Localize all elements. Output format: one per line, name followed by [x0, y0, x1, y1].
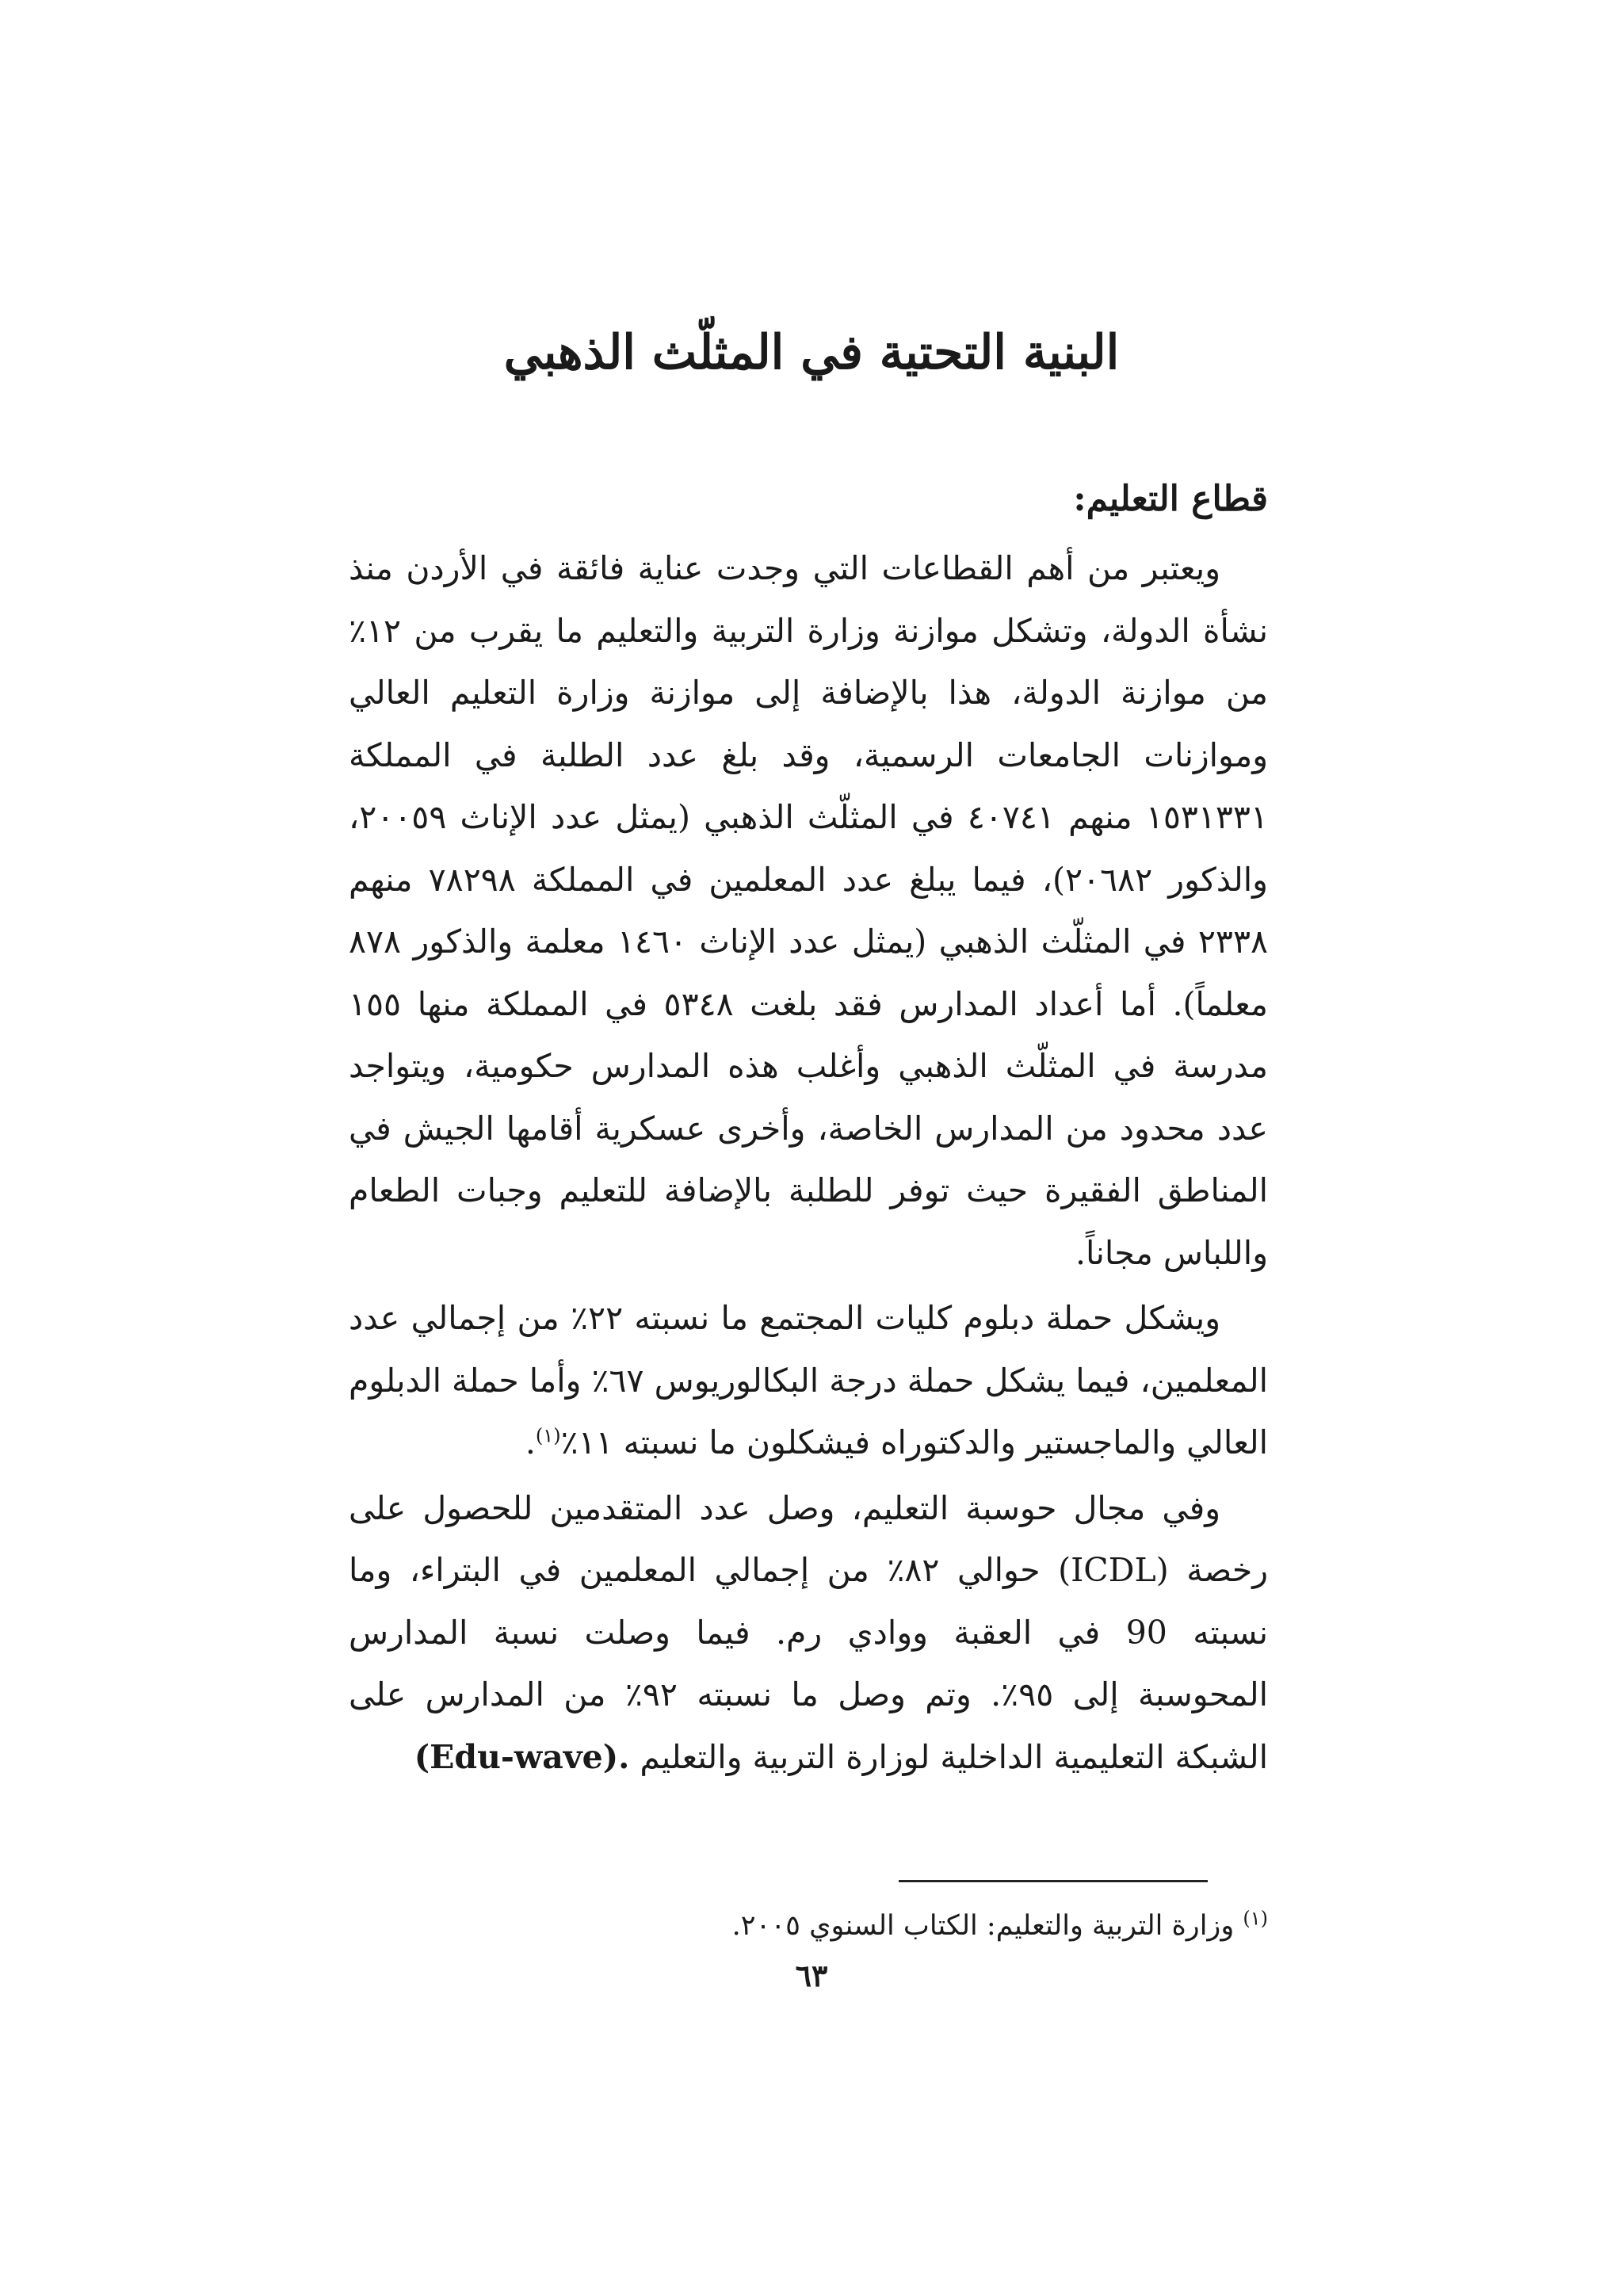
paragraph-3 [349, 1477, 1268, 1789]
page-number: ٦٣ [795, 1958, 828, 1993]
paragraph-2-text: ويشكل حملة دبلوم كليات المجتمع ما نسبته ٢٢٪ من إجمالي عدد المعلمين، فيما يشكل حملة درجة البكالوريوس ٦٧٪ وأما حملة الدبلوم العالي والماجستير والدكتوراه فيشكلون ما نسبته ١١٪ [349, 1299, 1268, 1461]
section-heading: قطاع التعليم: [1073, 479, 1268, 519]
paragraph-2 [349, 1287, 1268, 1474]
paragraph-1 [349, 537, 1268, 1284]
body-text [349, 468, 1268, 1788]
page-title: البنية التحتية في المثلّث الذهبي [503, 325, 1120, 380]
paragraph-2-end: . [525, 1423, 536, 1461]
footnote [349, 1902, 1268, 1950]
footnote-reference[interactable]: (١) [535, 1424, 561, 1447]
paragraph-3-text: وفي مجال حوسبة التعليم، وصل عدد المتقدمين للحصول على رخصة (ICDL) حوالي ٨٢٪ من إجمالي المعلمين في البتراء، وما نسبته 90 في العقبة ووادي رم. فيما وصلت نسبة المدارس المحوسبة إلى ٩٥٪. وتم وصل ما نسبته ٩٢٪ من المدارس على الشبكة التعليمية الداخلية لوزارة التربية والتعليم [349, 1488, 1268, 1776]
footnote-text: وزارة التربية والتعليم: الكتاب السنوي ٢٠٠٥. [731, 1910, 1235, 1942]
paragraph-1-text: ويعتبر من أهم القطاعات التي وجدت عناية فائقة في الأردن منذ نشأة الدولة، وتشكل موازنة وزارة التربية والتعليم ما يقرب من ١٢٪ من موازنة الدولة، هذا بالإضافة إلى موازنة وزارة التعليم العالي وموازنات الجامعات الرسمية، وقد بلغ عدد الطلبة في المملكة ١٥٣١٣٣١ منهم ٤٠٧٤١ في المثلّث الذهبي (يمثل عدد الإناث ٢٠٠٥٩، والذكور ٢٠٦٨٢)، فيما يبلغ عدد المعلمين في المملكة ٧٨٢٩٨ منهم ٢٣٣٨ في المثلّث الذهبي (يمثل عدد الإناث ١٤٦٠ معلمة والذكور ٨٧٨ معلماً). أما أعداد المدارس فقد بلغت ٥٣٤٨ في المملكة منها ١٥٥ مدرسة في المثلّث الذهبي وأغلب هذه المدارس حكومية، ويتواجد عدد محدود من المدارس الخاصة، وأخرى عسكرية أقامها الجيش في المناطق الفقيرة حيث توفر للطلبة بالإضافة للتعليم وجبات الطعام واللباس مجاناً. [349, 549, 1268, 1272]
footnote-marker: (١) [1243, 1907, 1268, 1930]
edu-wave-label: (Edu-wave). [414, 1737, 630, 1776]
footnote-divider [899, 1880, 1208, 1882]
